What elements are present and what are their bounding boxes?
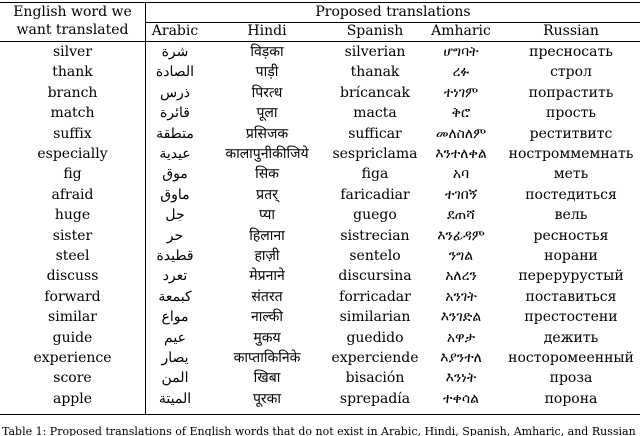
table-bottom-rule bbox=[0, 414, 640, 415]
arabic-cell: موق bbox=[162, 166, 188, 183]
russian-cell: порона bbox=[544, 390, 598, 407]
amharic-cell: ተቀሳል bbox=[443, 390, 479, 407]
russian-cell: проза bbox=[549, 370, 593, 387]
russian-cell: перерурустый bbox=[518, 268, 624, 285]
hindi-cell: प्रसिजक bbox=[245, 125, 289, 142]
english-cell: score bbox=[53, 370, 92, 387]
amharic-cell: ተገበኝ bbox=[444, 186, 478, 203]
arabic-cell: قطيدة bbox=[156, 248, 194, 264]
header-amharic: Amharic bbox=[431, 23, 491, 39]
header-bottom-rule bbox=[0, 41, 640, 42]
amharic-cell: መለስለም bbox=[435, 125, 487, 142]
russian-cell: попрастить bbox=[528, 84, 614, 101]
table-caption: Table 1: Proposed translations of English words that do not exist in Arabic, Hindi, Spanish, Amharic, and Russian bbox=[2, 426, 636, 436]
english-cell: thank bbox=[52, 64, 93, 81]
english-cell: similar bbox=[48, 309, 97, 326]
amharic-cell: አለረን bbox=[445, 268, 477, 285]
arabic-cell: عيم bbox=[164, 329, 186, 346]
english-cell: apple bbox=[52, 390, 93, 407]
russian-cell: прость bbox=[546, 105, 596, 122]
arabic-cell: يصار bbox=[161, 350, 189, 366]
russian-cell: постедиться bbox=[525, 186, 617, 203]
english-cell: guide bbox=[52, 329, 93, 346]
header-spanish: Spanish bbox=[346, 23, 404, 39]
spanish-cell: thanak bbox=[350, 64, 400, 81]
arabic-cell: جل bbox=[165, 207, 185, 224]
amharic-cell: ቅሮ bbox=[451, 105, 471, 122]
amharic-cell: እያንተለ bbox=[440, 350, 482, 366]
amharic-cell: ረፉ bbox=[452, 64, 470, 81]
arabic-cell: حر bbox=[166, 227, 184, 244]
english-cell: especially bbox=[37, 146, 108, 162]
hindi-cell: सिक bbox=[255, 166, 279, 183]
hindi-cell: हाज़ी bbox=[254, 248, 280, 264]
english-cell: fig bbox=[63, 166, 82, 183]
spanish-cell: discursina bbox=[338, 268, 412, 285]
hindi-cell: पाड़ी bbox=[255, 64, 279, 81]
spanish-cell: silverian bbox=[344, 44, 406, 60]
header-russian: Russian bbox=[543, 23, 599, 39]
english-cell: discuss bbox=[46, 268, 99, 285]
spanish-cell: guedido bbox=[346, 329, 404, 346]
english-cell: silver bbox=[52, 44, 93, 60]
english-cell: match bbox=[50, 105, 95, 122]
amharic-cell: እንነት bbox=[445, 370, 477, 387]
header-hindi: Hindi bbox=[247, 23, 287, 39]
english-cell: steel bbox=[55, 248, 90, 264]
amharic-cell: አዋታ bbox=[446, 329, 476, 346]
spanish-cell: experciende bbox=[331, 350, 419, 366]
russian-cell: носторомеенный bbox=[508, 350, 634, 366]
hindi-cell: मुकय bbox=[253, 329, 281, 346]
arabic-cell: تعرد bbox=[162, 268, 188, 285]
arabic-cell: الميتة bbox=[158, 390, 192, 407]
spanish-cell: macta bbox=[353, 105, 397, 122]
spanish-cell: forricadar bbox=[339, 288, 411, 305]
russian-cell: дежить bbox=[543, 329, 599, 346]
arabic-cell: الصادة bbox=[155, 64, 195, 81]
hindi-cell: हिलाना bbox=[249, 227, 285, 244]
hindi-cell: नाल्की bbox=[250, 309, 284, 326]
spanish-cell: similarian bbox=[339, 309, 411, 326]
amharic-cell: አባ bbox=[452, 166, 470, 183]
amharic-cell: አንገት bbox=[445, 288, 477, 305]
spanish-cell: sistrecian bbox=[340, 227, 410, 244]
spanish-cell: sespriclama bbox=[332, 146, 418, 162]
spanish-cell: bisación bbox=[345, 370, 405, 387]
spanish-cell: sentelo bbox=[349, 248, 401, 264]
russian-cell: пресносать bbox=[529, 44, 613, 60]
hindi-cell: पिरत्ध bbox=[251, 84, 283, 101]
amharic-cell: ተነገም bbox=[443, 84, 479, 101]
english-cell: huge bbox=[54, 207, 91, 224]
russian-cell: поставиться bbox=[525, 288, 617, 305]
hindi-cell: कालापुनीकीजिये bbox=[225, 146, 309, 162]
arabic-cell: مواع bbox=[161, 309, 189, 326]
arabic-cell: شرة bbox=[161, 44, 189, 60]
hindi-cell: प्रतर् bbox=[256, 186, 278, 203]
arabic-cell: متطقة bbox=[156, 125, 194, 142]
english-cell: sister bbox=[52, 227, 93, 244]
amharic-cell: ደጠሻ bbox=[447, 207, 475, 224]
spanish-cell: guego bbox=[353, 207, 397, 224]
arabic-cell: كبمعة bbox=[158, 288, 192, 305]
hindi-cell: काप्ताकिनिके bbox=[233, 350, 301, 366]
arabic-cell: ماوق bbox=[160, 186, 190, 203]
amharic-cell: እንተለቀል bbox=[435, 146, 487, 162]
header-english-line2: want translated bbox=[16, 22, 129, 38]
russian-cell: ресностья bbox=[533, 227, 609, 244]
english-cell: suffix bbox=[53, 125, 92, 142]
hindi-cell: खिबा bbox=[253, 370, 281, 387]
russian-cell: ностроммемнать bbox=[508, 146, 634, 162]
russian-cell: строл bbox=[550, 64, 592, 81]
arabic-cell: عيدية bbox=[159, 146, 191, 162]
header-proposed-translations: Proposed translations bbox=[315, 4, 471, 20]
english-cell: experience bbox=[33, 350, 112, 366]
header-arabic: Arabic bbox=[151, 23, 199, 39]
russian-cell: норани bbox=[544, 248, 598, 264]
spanish-cell: sprepadía bbox=[339, 390, 411, 407]
russian-cell: меть bbox=[553, 166, 589, 183]
english-cell: afraid bbox=[51, 186, 94, 203]
hindi-cell: पूरका bbox=[252, 390, 282, 407]
russian-cell: вель bbox=[554, 207, 588, 224]
amharic-cell: ሆግባት bbox=[443, 44, 479, 60]
hindi-cell: पूला bbox=[256, 105, 278, 122]
arabic-cell: المن bbox=[161, 370, 189, 387]
spanish-cell: sufficar bbox=[348, 125, 402, 142]
arabic-cell: قائرة bbox=[160, 105, 190, 122]
spanish-cell: brícancak bbox=[339, 84, 410, 101]
english-cell: branch bbox=[47, 84, 98, 101]
amharic-cell: እንገድል bbox=[440, 309, 482, 326]
hindi-cell: प्या bbox=[259, 207, 275, 224]
spanish-cell: figa bbox=[361, 166, 389, 183]
english-cell: forward bbox=[44, 288, 101, 305]
header-english-line1: English word we bbox=[13, 4, 132, 20]
spanish-cell: faricadiar bbox=[340, 186, 410, 203]
amharic-cell: እንፊዳም bbox=[437, 227, 485, 244]
hindi-cell: संतरत bbox=[251, 288, 283, 305]
arabic-cell: ذرس bbox=[159, 84, 191, 101]
amharic-cell: ንግል bbox=[448, 248, 474, 264]
russian-cell: реститвитс bbox=[529, 125, 613, 142]
hindi-cell: विड़का bbox=[250, 44, 284, 60]
hindi-cell: मेप्रनाने bbox=[249, 268, 285, 285]
russian-cell: престостени bbox=[524, 309, 618, 326]
